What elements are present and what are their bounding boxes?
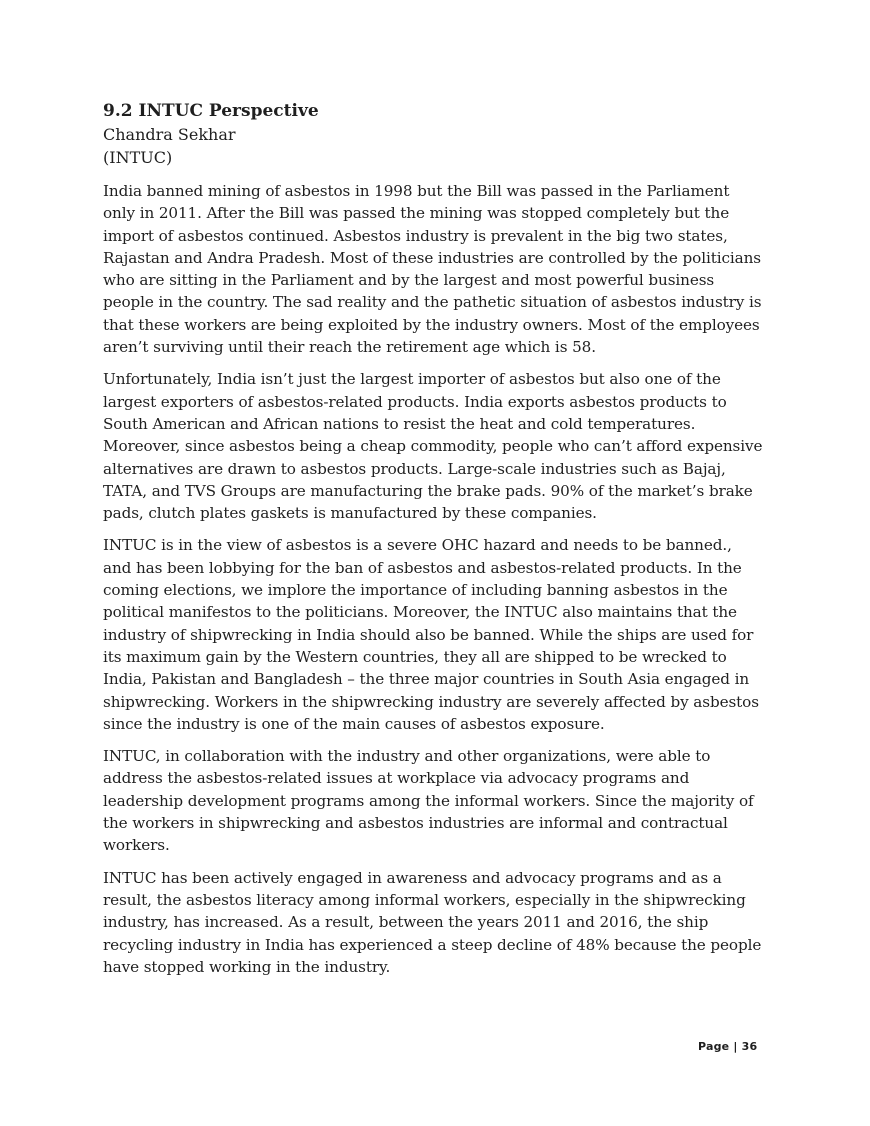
paragraph-1: India banned mining of asbestos in 1998 but the Bill was passed in the Parliament only in 2011. After the Bill was passed the mining was stopped completely but the import of asbestos continued. Asbestos industry is prevalent in the big two states, Rajastan and Andra Pradesh. Most of these industries are controlled by the politicians who are sitting in the Parliament and by the largest and most powerful business people in the country. The sad reality and the pathetic situation of asbestos industry is that these workers are being exploited by the industry owners. Most of the employees aren’t surviving until their reach the retirement age which is 58. — [103, 182, 762, 357]
paragraph-4: INTUC, in collaboration with the industry and other organizations, were able to address the asbestos-related issues at workplace via advocacy programs and leadership development programs among the informal workers. Since the majority of the workers in shipwrecking and asbestos industries are informal and contractual workers. — [103, 747, 754, 855]
author-affiliation: (INTUC) — [103, 148, 173, 167]
paragraph-3: INTUC is in the view of asbestos is a severe OHC hazard and needs to be banned., and has been lobbying for the ban of asbestos and asbestos-related products. In the coming elections, we implore the importance of including banning asbestos in the political manifestos to the politicians. Moreover, the INTUC also maintains that the industry of shipwrecking in India should also be banned. While the ships are used for its maximum gain by the Western countries, they all are shipped to be wrecked to India, Pakistan and Bangladesh – the three major countries in South Asia engaged in shipwrecking. Workers in the shipwrecking industry are severely affected by asbestos since the industry is one of the main causes of asbestos exposure. — [103, 536, 759, 733]
author-name: Chandra Sekhar — [103, 125, 236, 144]
section-heading: 9.2 INTUC Perspective — [103, 101, 319, 121]
document-page — [103, 100, 763, 978]
paragraph-2: Unfortunately, India isn’t just the largest importer of asbestos but also one of the largest exporters of asbestos-related products. India exports asbestos products to South American and African nations to resist the heat and cold temperatures. Moreover, since asbestos being a cheap commodity, people who can’t afford expensive alternatives are drawn to asbestos products. Large-scale industries such as Bajaj, TATA, and TVS Groups are manufacturing the brake pads. 90% of the market’s brake pads, clutch plates gaskets is manufactured by these companies. — [103, 370, 763, 523]
page-number: Page | 36 — [698, 1040, 758, 1053]
paragraph-5: INTUC has been actively engaged in awareness and advocacy programs and as a result, the asbestos literacy among informal workers, especially in the shipwrecking industry, has increased. As a result, between the years 2011 and 2016, the ship recycling industry in India has experienced a steep decline of 48% because the people have stopped working in the industry. — [103, 868, 762, 976]
